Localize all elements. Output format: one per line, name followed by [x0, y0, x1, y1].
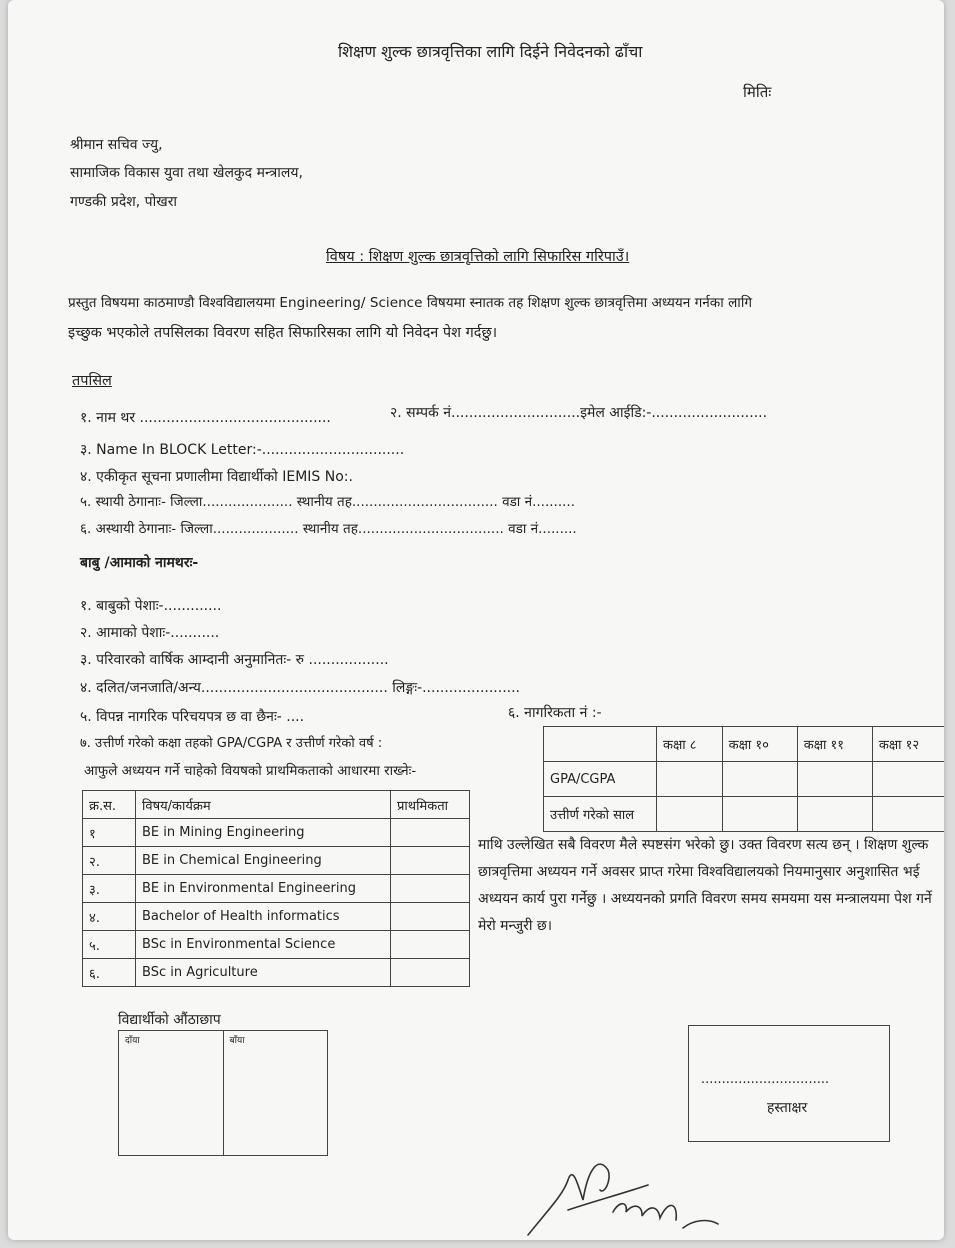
grade-cell[interactable] [657, 762, 723, 797]
thumbprint-label: विद्यार्थीको औंठाछाप [118, 1012, 221, 1028]
temporary-address-field: ६. अस्थायी ठेगानाः- जिल्ला.................... स्थानीय तह.................................. वडा नं......... [80, 521, 577, 537]
grade-cell[interactable] [722, 797, 797, 832]
details-heading: तपसिल [72, 373, 112, 389]
grade-cell[interactable] [657, 797, 723, 832]
signature-label: हस्ताक्षर [767, 1100, 808, 1116]
caste-gender-field: ४. दलित/जनजाति/अन्य.......................................... लिङ्गः-...................... [80, 680, 520, 696]
table-header-row [83, 791, 470, 819]
table-cell: ६. [83, 959, 136, 987]
priority-note: आफुले अध्ययन गर्ने चाहेको वियषको प्राथमिकताको आधारमा राख्नेः- [84, 763, 417, 779]
contact-email-field: २. सम्पर्क नं.............................इमेल आईडि:-.......................... [390, 405, 768, 421]
table-row [83, 903, 470, 931]
priority-cell[interactable] [391, 847, 470, 875]
table-row [544, 797, 945, 832]
subject-priority-table [82, 790, 470, 987]
right-thumb-cell: दाँया [119, 1031, 224, 1156]
mother-occupation-field: २. आमाको पेशाः-........... [80, 625, 220, 641]
poor-id-field: ५. विपन्न नागरिक परिचयपत्र छ वा छैनः- .... [80, 709, 305, 725]
grade-cell[interactable] [722, 762, 797, 797]
table-cell: BSc in Agriculture [136, 959, 391, 987]
parents-heading: बाबु /आमाको नामथरः- [80, 555, 199, 571]
address-line-1: श्रीमान सचिव ज्यु, [70, 137, 163, 153]
application-form-page [8, 0, 944, 1240]
priority-cell[interactable] [391, 959, 470, 987]
intro-paragraph-line-1: प्रस्तुत विषयमा काठमाण्डौ विश्वविद्यालयमा Engineering/ Science विषयमा स्नातक तह शिक्षण शुल्क छात्रवृत्तिमा अध्ययन गर्नका लागि [68, 295, 753, 311]
table-header-cell: क्र.स. [83, 791, 136, 819]
thumbprint-box [118, 1030, 328, 1156]
table-cell: Bachelor of Health informatics [136, 903, 391, 931]
grade-cell[interactable] [872, 797, 944, 832]
table-header-cell: विषय/कार्यक्रम [136, 791, 391, 819]
table-cell: BSc in Environmental Science [136, 931, 391, 959]
gpa-field: ७. उत्तीर्ण गरेको कक्षा तहको GPA/CGPA र उत्तीर्ण गरेको वर्ष : [80, 736, 383, 751]
grade-table [543, 726, 944, 832]
signature-box [688, 1025, 890, 1142]
table-header-cell [544, 727, 657, 762]
table-cell: ४. [83, 903, 136, 931]
table-cell: १ [83, 819, 136, 847]
intro-paragraph-line-2: इच्छुक भएकोले तपसिलका विवरण सहित सिफारिसका लागि यो निवेदन पेश गर्दछु। [68, 325, 498, 341]
table-header-cell: कक्षा १० [722, 727, 797, 762]
table-row [83, 931, 470, 959]
table-row [119, 1031, 328, 1156]
table-cell: BE in Mining Engineering [136, 819, 391, 847]
date-label: मितिः [743, 83, 772, 101]
priority-cell[interactable] [391, 903, 470, 931]
declaration-paragraph: माथि उल्लेखित सबै विवरण मैले स्पष्टसंग भरेको छु। उक्त विवरण सत्य छन् । शिक्षण शुल्क छात्रवृत्तिमा अध्ययन गर्ने अवसर प्राप्त गरेमा विश्वविद्यालयको नियमानुसार अनुशासित भई अध्ययन कार्य पुरा गर्नेछु । अध्ययनको प्रगति विवरण समय समयमा यस मन्त्रालयमा पेश गर्ने मेरो मन्जुरी छ। [478, 837, 932, 934]
form-title: शिक्षण शुल्क छात्रवृत्तिका लागि दिईने निवेदनको ढाँचा [338, 42, 643, 61]
block-letter-name-field: ३. Name In BLOCK Letter:-................................ [80, 442, 405, 458]
subject-line: विषय : शिक्षण शुल्क छात्रवृत्तिको लागि सिफारिस गरिपाउँ। [326, 249, 630, 265]
table-cell: ५. [83, 931, 136, 959]
signature-line: ............................... [701, 1072, 830, 1087]
left-thumb-cell: बाँया [223, 1031, 328, 1156]
name-field: १. नाम थर ........................................... [80, 410, 331, 426]
table-row [83, 819, 470, 847]
address-line-3: गण्डकी प्रदेश, पोखरा [70, 194, 178, 210]
priority-cell[interactable] [391, 819, 470, 847]
grade-cell[interactable] [872, 762, 944, 797]
address-line-2: सामाजिक विकास युवा तथा खेलकुद मन्त्रालय, [70, 165, 303, 181]
iemis-field: ४. एकीकृत सूचना प्रणालीमा विद्यार्थीको IEMIS No:. [80, 469, 353, 485]
table-cell: GPA/CGPA [544, 762, 657, 797]
handwritten-signature [508, 1140, 738, 1240]
table-cell: २. [83, 847, 136, 875]
table-header-cell: कक्षा ८ [657, 727, 723, 762]
family-income-field: ३. परिवारको वार्षिक आम्दानी अनुमानितः- रु .................. [80, 652, 389, 668]
table-row [83, 959, 470, 987]
table-cell: उत्तीर्ण गरेको साल [544, 797, 657, 832]
table-cell: BE in Chemical Engineering [136, 847, 391, 875]
priority-cell[interactable] [391, 875, 470, 903]
table-cell: BE in Environmental Engineering [136, 875, 391, 903]
table-header-cell: प्राथमिकता [391, 791, 470, 819]
table-row [83, 847, 470, 875]
table-header-cell: कक्षा ११ [797, 727, 872, 762]
table-header-cell: कक्षा १२ [872, 727, 944, 762]
grade-cell[interactable] [797, 762, 872, 797]
table-row [544, 762, 945, 797]
grade-cell[interactable] [797, 797, 872, 832]
permanent-address-field: ५. स्थायी ठेगानाः- जिल्ला..................... स्थानीय तह.................................. वडा नं.......... [80, 494, 575, 510]
table-header-row [544, 727, 945, 762]
father-occupation-field: १. बाबुको पेशाः-............. [80, 598, 222, 614]
citizenship-field: ६. नागरिकता नं :- [508, 705, 602, 721]
table-row [83, 875, 470, 903]
table-cell: ३. [83, 875, 136, 903]
priority-cell[interactable] [391, 931, 470, 959]
